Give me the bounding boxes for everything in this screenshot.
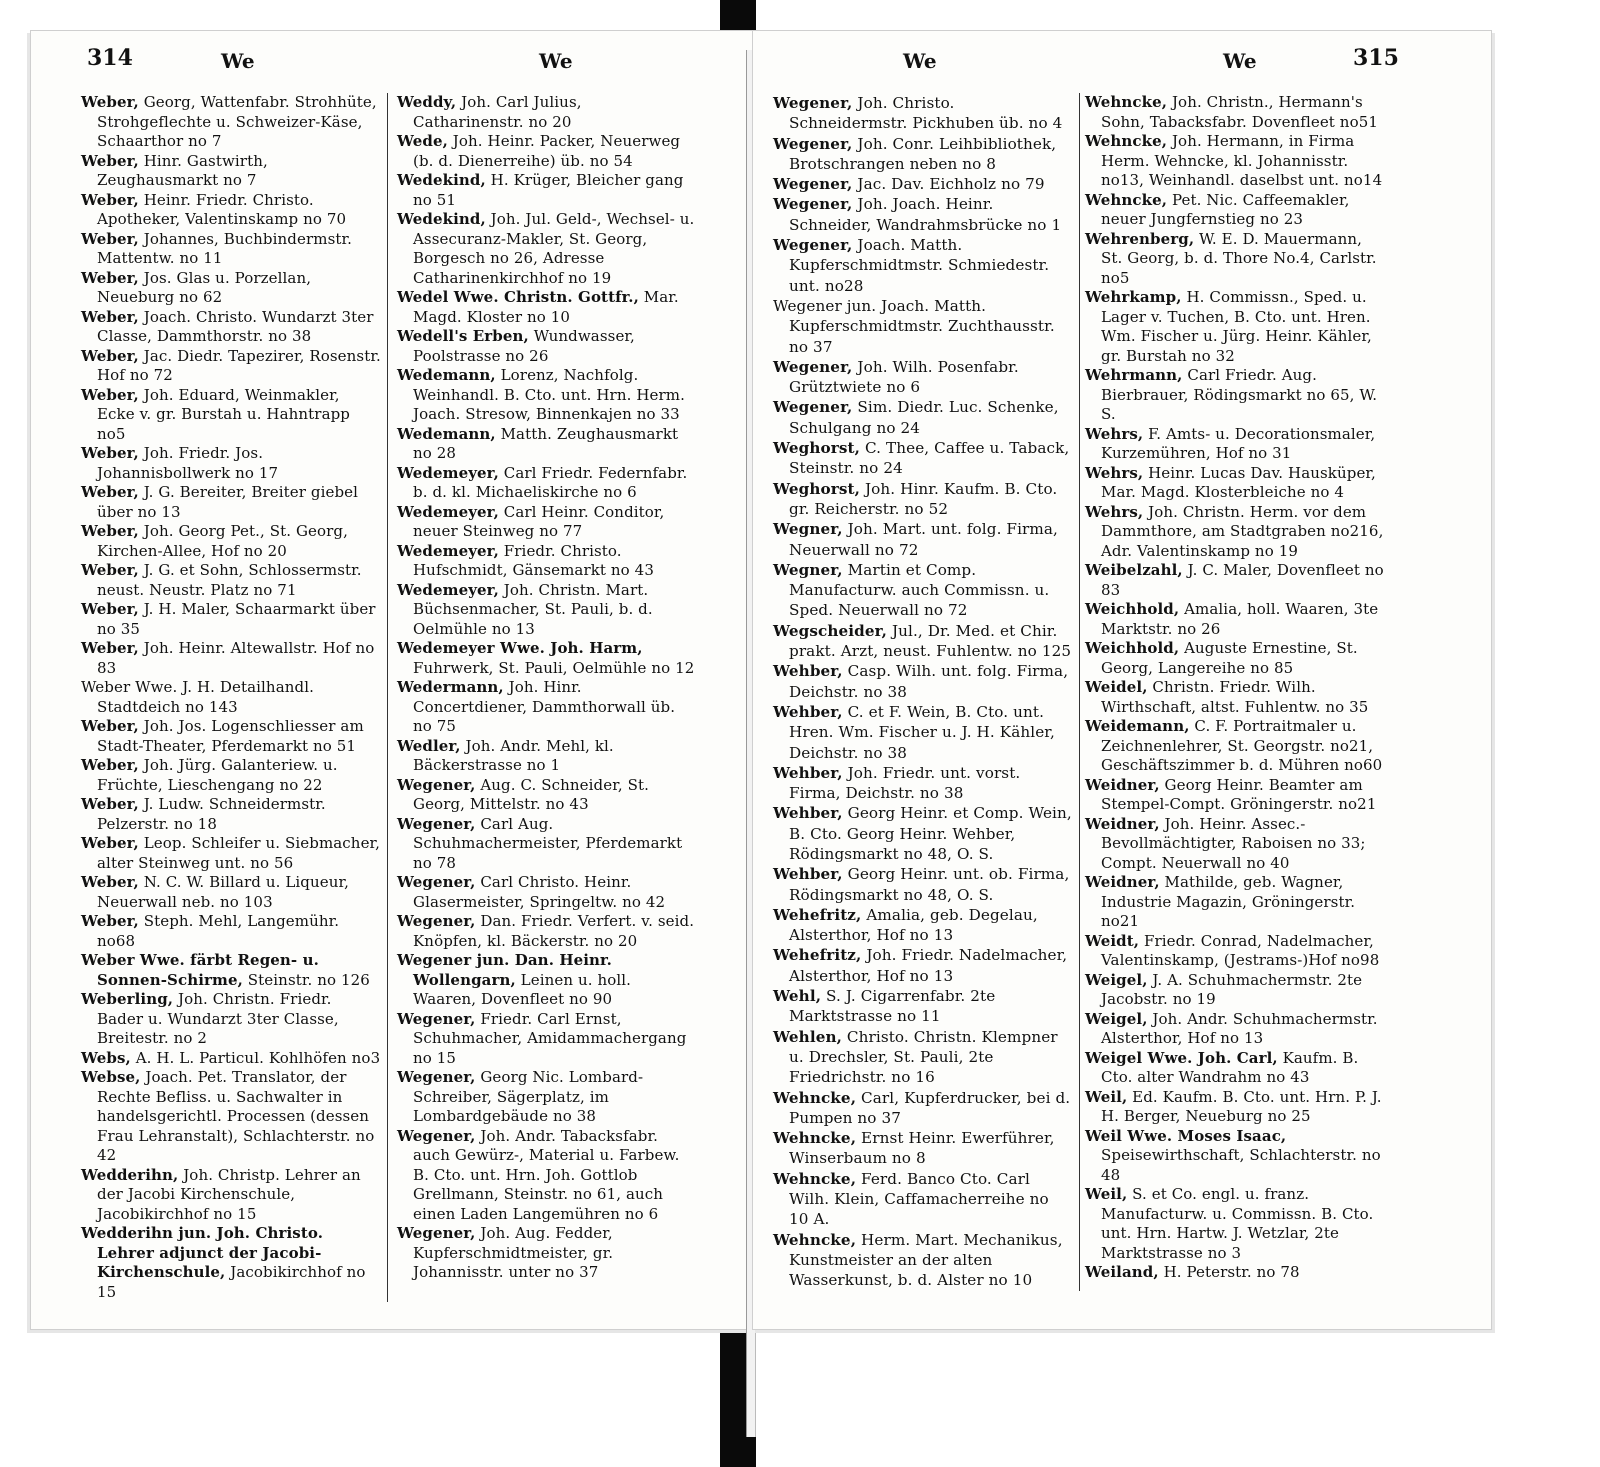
running-header-left: We — [221, 49, 255, 73]
directory-entry: Weiland, H. Peterstr. no 78 — [1085, 1263, 1300, 1281]
directory-entry: Wedemeyer Wwe. Joh. Harm, Fuhrwerk, St. Pauli, Oelmühle no 12 — [397, 639, 695, 677]
directory-entry: Wedemann, Matth. Zeughausmarkt no 28 — [397, 424, 679, 462]
directory-entry: Wedermann, Joh. Hinr. Concertdiener, Dammthorwall üb. no 75 — [397, 678, 676, 735]
directory-entry: Weil Wwe. Moses Isaac, Speisewirthschaft, Schlachterstr. no 48 — [1085, 1126, 1381, 1184]
directory-entry: Wehncke, Ferd. Banco Cto. Carl Wilh. Klein, Caffamacherreihe no 10 A. — [773, 1169, 1049, 1229]
directory-entry: Wegener, Dan. Friedr. Verfert. v. seid. Knöpfen, kl. Bäckerstr. no 20 — [397, 912, 695, 950]
directory-entry: Wegener, Joh. Wilh. Posenfabr. Grütztwiete no 6 — [773, 357, 1019, 397]
directory-entry: Wehber, Joh. Friedr. unt. vorst. Firma, Deichstr. no 38 — [773, 763, 1021, 803]
directory-entry: Weichhold, Auguste Ernestine, St. Georg, Langereihe no 85 — [1085, 639, 1358, 677]
directory-entry: Wehrs, F. Amts- u. Decorationsmaler, Kurzemühren, Hof no 31 — [1085, 424, 1376, 462]
directory-entry: Wegener, Joh. Aug. Fedder, Kupferschmidtmeister, gr. Johannisstr. unter no 37 — [397, 1224, 614, 1281]
directory-column-2 — [397, 93, 697, 1283]
directory-entry: Wedemeyer, Joh. Christn. Mart. Büchsenmacher, St. Pauli, b. d. Oelmühle no 13 — [397, 580, 653, 638]
directory-entry: Weidner, Mathilde, geb. Wagner, Industrie Magazin, Gröningerstr. no21 — [1085, 873, 1356, 930]
directory-entry: Wegener, Joh. Christo. Schneidermstr. Pickhuben üb. no 4 — [773, 94, 1063, 133]
directory-entry: Webse, Joach. Pet. Translator, der Rechte Befliss. u. Sachwalter in handelsgerichtl. Processen (dessen Frau Lehranstalt), Schlachterstr. no 42 — [81, 1068, 375, 1164]
directory-entry: Weber, Joh. Eduard, Weinmakler, Ecke v. gr. Burstah u. Hahntrapp no5 — [81, 385, 351, 443]
directory-entry: Weigel, Joh. Andr. Schuhmachermstr. Alsterthor, Hof no 13 — [1085, 1009, 1378, 1047]
directory-entry: Weber, Jos. Glas u. Porzellan, Neueburg no 62 — [81, 268, 312, 306]
directory-entry: Weber, Joh. Heinr. Altewallstr. Hof no 83 — [81, 639, 375, 677]
directory-entry: Weigel, J. A. Schuhmachermstr. 2te Jacobstr. no 19 — [1085, 970, 1363, 1008]
directory-entry: Wedel Wwe. Christn. Gottfr., Mar. Magd. Kloster no 10 — [397, 288, 679, 326]
directory-entry: Weber, Joh. Georg Pet., St. Georg, Kirchen-Allee, Hof no 20 — [81, 522, 348, 560]
directory-entry: Wehncke, Herm. Mart. Mechanikus, Kunstmeister an der alten Wasserkunst, b. d. Alster no 10 — [773, 1230, 1063, 1290]
directory-entry: Wede, Joh. Heinr. Packer, Neuerweg (b. d. Dienerreihe) üb. no 54 — [397, 132, 681, 170]
directory-entry: Wegener, Sim. Diedr. Luc. Schenke, Schulgang no 24 — [773, 398, 1059, 437]
right-page — [752, 30, 1492, 1330]
directory-entry: Wegscheider, Jul., Dr. Med. et Chir. prakt. Arzt, neust. Fuhlentw. no 125 — [773, 621, 1072, 661]
directory-entry: Wegener, Joh. Conr. Leihbibliothek, Brotschrangen neben no 8 — [773, 134, 1057, 173]
directory-entry: Wegener, Aug. C. Schneider, St. Georg, Mittelstr. no 43 — [397, 775, 649, 813]
directory-entry: Weber, Hinr. Gastwirth, Zeughausmarkt no 7 — [81, 151, 268, 189]
directory-entry: Weberling, Joh. Christn. Friedr. Bader u. Wundarzt 3ter Classe, Breitestr. no 2 — [81, 990, 339, 1047]
directory-entry: Weil, Ed. Kaufm. B. Cto. unt. Hrn. P. J. H. Berger, Neueburg no 25 — [1085, 1087, 1382, 1125]
directory-entry: Weber, J. G. Bereiter, Breiter giebel über no 13 — [81, 483, 359, 521]
directory-entry: Wedderihn, Joh. Christp. Lehrer an der Jacobi Kirchenschule, Jacobikirchhof no 15 — [81, 1165, 361, 1223]
directory-entry: Weber, Steph. Mehl, Langemühr. no68 — [81, 912, 340, 950]
directory-column-4 — [1085, 93, 1385, 1283]
directory-entry: Wedemeyer, Carl Friedr. Federnfabr. b. d. kl. Michaeliskirche no 6 — [397, 463, 688, 501]
directory-entry: Wegener, Joh. Andr. Tabacksfabr. auch Gewürz-, Material u. Farbew. B. Cto. unt. Hrn. Joh. Gottlob Grellmann, Steinstr. no 61, auch einen Laden Langemühren no 6 — [397, 1126, 680, 1223]
directory-entry: Webs, A. H. L. Particul. Kohlhöfen no3 — [81, 1048, 381, 1067]
directory-entry: Weber, Joh. Jos. Logenschliesser am Stadt-Theater, Pferdemarkt no 51 — [81, 717, 364, 755]
directory-entry: Wedemeyer, Carl Heinr. Conditor, neuer Steinweg no 77 — [397, 502, 665, 540]
directory-entry: Weil, S. et Co. engl. u. franz. Manufacturw. u. Commissn. B. Cto. unt. Hrn. Hartw. J. Wetzlar, 2te Marktstrasse no 3 — [1085, 1185, 1374, 1262]
directory-entry: Weddy, Joh. Carl Julius, Catharinenstr. no 20 — [397, 93, 582, 131]
directory-entry: Weber, Jac. Diedr. Tapezirer, Rosenstr. Hof no 72 — [81, 346, 381, 384]
directory-entry: Wehncke, Ernst Heinr. Ewerführer, Winserbaum no 8 — [773, 1129, 1055, 1168]
directory-column-3 — [773, 93, 1080, 1291]
directory-entry: Wegener, Joh. Joach. Heinr. Schneider, Wandrahmsbrücke no 1 — [773, 195, 1062, 234]
directory-entry: Wehrkamp, H. Commissn., Sped. u. Lager v. Tuchen, B. Cto. unt. Hren. Wm. Fischer u. Jürg. Heinr. Kähler, gr. Burstah no 32 — [1085, 288, 1372, 365]
running-header-right: We — [539, 49, 573, 73]
directory-entry: Weber, Joh. Jürg. Galanteriew. u. Früchte, Lieschengang no 22 — [81, 756, 338, 794]
directory-entry: Wegener, Carl Christo. Heinr. Glasermeister, Springeltw. no 42 — [397, 873, 666, 911]
directory-entry: Weber, Johannes, Buchbindermstr. Mattentw. no 11 — [81, 229, 352, 267]
directory-entry: Wegner, Joh. Mart. unt. folg. Firma, Neuerwall no 72 — [773, 520, 1058, 559]
directory-entry: Wehefritz, Amalia, geb. Degelau, Alsterthor, Hof no 13 — [773, 905, 1038, 945]
directory-entry: Weber, J. H. Maler, Schaarmarkt über no 35 — [81, 600, 376, 638]
directory-entry: Wegener, Jac. Dav. Eichholz no 79 — [773, 175, 1045, 194]
directory-entry: Wehber, Georg Heinr. et Comp. Wein, B. Cto. Georg Heinr. Wehber, Rödingsmarkt no 48, O. S. — [773, 804, 1072, 863]
directory-entry: Weidt, Friedr. Conrad, Nadelmacher, Valentinskamp, (Jestrams-)Hof no98 — [1085, 931, 1380, 969]
left-page — [30, 30, 754, 1330]
directory-entry: Wedekind, H. Krüger, Bleicher gang no 51 — [397, 171, 684, 209]
directory-entry: Wedderihn jun. Joh. Christo. Lehrer adjunct der Jacobi-Kirchenschule, Jacobikirchhof no 15 — [81, 1224, 366, 1301]
directory-entry: Wehber, Georg Heinr. unt. ob. Firma, Rödingsmarkt no 48, O. S. — [773, 865, 1070, 904]
directory-entry: Wegener jun. Joach. Matth. Kupferschmidtmstr. Zuchthausstr. no 37 — [773, 296, 1055, 356]
directory-entry: Wehrenberg, W. E. D. Mauermann, St. Georg, b. d. Thore No.4, Carlstr. no5 — [1085, 229, 1377, 287]
directory-entry: Weibelzahl, J. C. Maler, Dovenfleet no 83 — [1085, 561, 1384, 599]
directory-entry: Wedekind, Joh. Jul. Geld-, Wechsel- u. Assecuranz-Makler, St. Georg, Borgesch no 26, Adresse Catharinenkirchhof no 19 — [397, 210, 695, 287]
directory-entry: Weber Wwe. färbt Regen- u. Sonnen-Schirme, Steinstr. no 126 — [81, 951, 370, 989]
directory-entry: Weghorst, Joh. Hinr. Kaufm. B. Cto. gr. Reicherstr. no 52 — [773, 479, 1058, 518]
directory-entry: Weidner, Joh. Heinr. Assec.-Bevollmächtigter, Raboisen no 33; Compt. Neuerwall no 40 — [1085, 814, 1366, 872]
directory-entry: Weigel Wwe. Joh. Carl, Kaufm. B. Cto. alter Wandrahm no 43 — [1085, 1048, 1359, 1086]
directory-entry: Wegner, Martin et Comp. Manufacturw. auch Commissn. u. Sped. Neuerwall no 72 — [773, 560, 1050, 620]
directory-entry: Weber, Leop. Schleifer u. Siebmacher, alter Steinweg unt. no 56 — [81, 834, 381, 872]
directory-entry: Wegener, Joach. Matth. Kupferschmidtmstr. Schmiedestr. unt. no28 — [773, 236, 1050, 295]
directory-entry: Wehncke, Joh. Christn., Hermann's Sohn, Tabacksfabr. Dovenfleet no51 — [1085, 93, 1378, 131]
directory-entry: Weichhold, Amalia, holl. Waaren, 3te Marktstr. no 26 — [1085, 600, 1379, 638]
directory-entry: Weber Wwe. J. H. Detailhandl. Stadtdeich no 143 — [81, 678, 314, 716]
directory-entry: Weber, J. Ludw. Schneidermstr. Pelzerstr. no 18 — [81, 795, 326, 833]
directory-entry: Wedell's Erben, Wundwasser, Poolstrasse no 26 — [397, 327, 635, 365]
directory-entry: Weidemann, C. F. Portraitmaler u. Zeichnenlehrer, St. Georgstr. no21, Geschäftszimmer b. d. Mühren no60 — [1085, 717, 1383, 774]
directory-entry: Wegener jun. Dan. Heinr. Wollengarn, Leinen u. holl. Waaren, Dovenfleet no 90 — [397, 951, 632, 1008]
directory-entry: Wegener, Georg Nic. Lombard-Schreiber, Sägerplatz, im Lombardgebäude no 38 — [397, 1068, 644, 1125]
directory-entry: Wehncke, Pet. Nic. Caffeemakler, neuer Jungfernstieg no 23 — [1085, 190, 1350, 228]
running-header-right: We — [1223, 49, 1257, 73]
directory-entry: Wehrs, Heinr. Lucas Dav. Hausküper, Mar. Magd. Klosterbleiche no 4 — [1085, 463, 1376, 501]
directory-entry: Weghorst, C. Thee, Caffee u. Taback, Steinstr. no 24 — [773, 439, 1070, 478]
directory-entry: Wehrmann, Carl Friedr. Aug. Bierbrauer, Rödingsmarkt no 65, W. S. — [1085, 366, 1378, 423]
directory-entry: Wedler, Joh. Andr. Mehl, kl. Bäckerstrasse no 1 — [397, 736, 614, 774]
directory-column-1 — [81, 93, 388, 1302]
directory-entry: Weber, Georg, Wattenfabr. Strohhüte, Strohgeflechte u. Schweizer-Käse, Schaarthor no 7 — [81, 93, 377, 150]
directory-entry: Wedemeyer, Friedr. Christo. Hufschmidt, Gänsemarkt no 43 — [397, 541, 654, 579]
directory-entry: Wehl, S. J. Cigarrenfabr. 2te Marktstrasse no 11 — [773, 987, 996, 1026]
directory-entry: Wehncke, Carl, Kupferdrucker, bei d. Pumpen no 37 — [773, 1088, 1071, 1127]
directory-entry: Weber, Joach. Christo. Wundarzt 3ter Classe, Dammthorstr. no 38 — [81, 307, 374, 345]
directory-entry: Wegener, Friedr. Carl Ernst, Schuhmacher, Amidammachergang no 15 — [397, 1009, 687, 1067]
running-header-left: We — [903, 49, 937, 73]
directory-entry: Wedemann, Lorenz, Nachfolg. Weinhandl. B. Cto. unt. Hrn. Herm. Joach. Stresow, Binnenkajen no 33 — [397, 366, 685, 423]
directory-entry: Weidner, Georg Heinr. Beamter am Stempel-Compt. Gröningerstr. no21 — [1085, 775, 1377, 813]
directory-entry: Wehber, C. et F. Wein, B. Cto. unt. Hren. Wm. Fischer u. J. H. Kähler, Deichstr. no 38 — [773, 702, 1055, 762]
directory-entry: Weidel, Christn. Friedr. Wilh. Wirthschaft, altst. Fuhlentw. no 35 — [1085, 678, 1369, 716]
directory-entry: Weber, Heinr. Friedr. Christo. Apotheker, Valentinskamp no 70 — [81, 190, 347, 228]
directory-entry: Weber, J. G. et Sohn, Schlossermstr. neust. Neustr. Platz no 71 — [81, 561, 362, 599]
directory-entry: Wegener, Carl Aug. Schuhmachermeister, Pferdemarkt no 78 — [397, 814, 683, 872]
directory-entry: Weber, N. C. W. Billard u. Liqueur, Neuerwall neb. no 103 — [81, 873, 349, 911]
page-number: 315 — [1353, 45, 1399, 71]
directory-entry: Wehrs, Joh. Christn. Herm. vor dem Dammthore, am Stadtgraben no216, Adr. Valentinskamp no 19 — [1085, 502, 1384, 560]
directory-entry: Wehber, Casp. Wilh. unt. folg. Firma, Deichstr. no 38 — [773, 662, 1069, 701]
page-number: 314 — [87, 45, 133, 71]
directory-entry: Wehlen, Christo. Christn. Klempner u. Drechsler, St. Pauli, 2te Friedrichstr. no 16 — [773, 1027, 1058, 1087]
directory-entry: Weber, Joh. Friedr. Jos. Johannisbollwerk no 17 — [81, 444, 279, 482]
directory-entry: Wehefritz, Joh. Friedr. Nadelmacher, Alsterthor, Hof no 13 — [773, 946, 1068, 985]
directory-entry: Wehncke, Joh. Hermann, in Firma Herm. Wehncke, kl. Johannisstr. no13, Weinhandl. daselbst unt. no14 — [1085, 132, 1383, 189]
